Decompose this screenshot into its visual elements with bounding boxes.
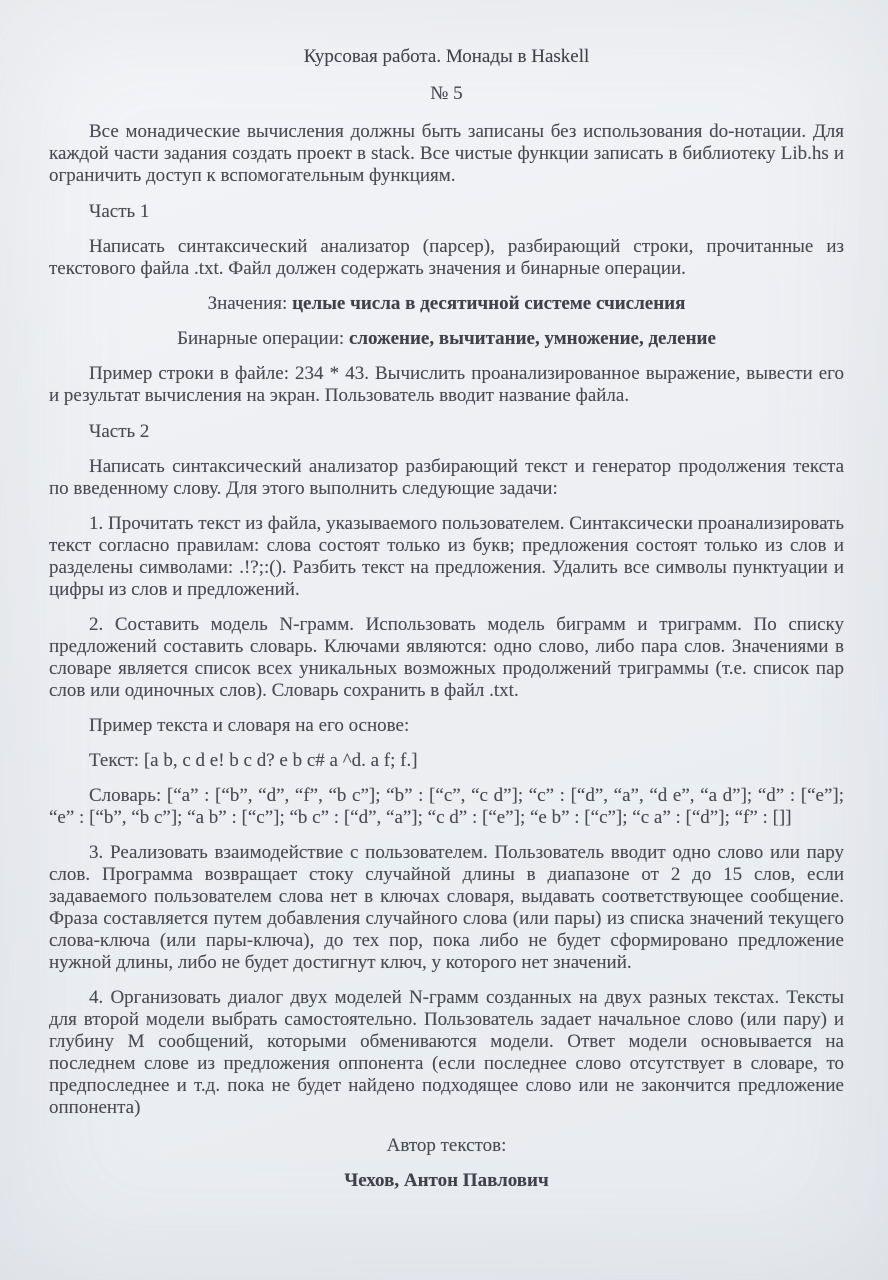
example-text-line: Текст: [a b, c d e! b c d? e b c# a ^d. a f; f.] <box>89 750 418 771</box>
part2-heading: Часть 2 <box>89 421 150 442</box>
task-item-2: 2. Составить модель N-грамм. Использовать модель биграмм и триграмм. По списку предложений составить словарь. Ключами являются: одно слово, либо пара слов. Значениями в словаре является список всех уникальных возможных продолжений триграммы (т.е. список пар слов или одиночных слов). Словарь сохранить в файл .txt. <box>49 614 844 701</box>
task-item-4: 4. Организовать диалог двух моделей N-грамм созданных на двух разных текстах. Тексты для второй модели выбрать самостоятельно. Пользователь задает начальное слово (или пару) и глубину M сообщений, которыми обмениваются модели. Ответ модели основывается на последнем слове из предложения оппонента (если последнее слово отсутствует в словаре, то предпоследнее и т.д. пока не будет найдено подходящее слово или не закончится предложение оппонента) <box>49 987 844 1118</box>
part1-task-paragraph: Написать синтаксический анализатор (парсер), разбирающий строки, прочитанные из текстового файла .txt. Файл должен содержать значения и бинарные операции. <box>49 236 844 279</box>
values-label: Значения: <box>207 293 293 314</box>
values-bold-text: целые числа в десятичной системе счисления <box>292 293 686 314</box>
part2-task-paragraph: Написать синтаксический анализатор разбирающий текст и генератор продолжения текста по введенному слову. Для этого выполнить следующие задачи: <box>49 456 844 499</box>
operations-label: Бинарные операции: <box>177 328 349 349</box>
task-item-3: 3. Реализовать взаимодействие с пользователем. Пользователь вводит одно слово или пару слов. Программа возвращает стоку случайной длины в диапазоне от 2 до 15 слов, если задаваемого пользователем слова нет в ключах словаря, выдавать соответствующее сообщение. Фраза составляется путем добавления случайного слова (или пары) из списка значений текущего слова-ключа (или пары-ключа), до тех пор, пока либо не будет сформировано предложение нужной длины, либо не будет достигнут ключ, у которого нет значений. <box>49 842 844 973</box>
intro-paragraph: Все монадические вычисления должны быть записаны без использования do-нотации. Для каждой части задания создать проект в stack. Все чистые функции записать в библиотеку Lib.hs и ограничить доступ к вспомогательным функциям. <box>49 121 844 186</box>
operations-line <box>49 328 844 350</box>
author-label: Автор текстов: <box>386 1135 507 1156</box>
doc-number: № 5 <box>430 83 463 104</box>
author-name: Чехов, Антон Павлович <box>344 1170 549 1191</box>
doc-title: Курсовая работа. Монады в Haskell <box>303 46 590 67</box>
values-line <box>49 293 844 315</box>
operations-bold-text: сложение, вычитание, умножение, деление <box>348 328 716 349</box>
task-item-1: 1. Прочитать текст из файла, указываемого пользователем. Синтаксически проанализировать текст согласно правилам: слова состоят только из букв; предложения состоят только из слов и разделены символами: .!?;:(). Разбить текст на предложения. Удалить все символы пунктуации и цифры из слов и предложений. <box>49 513 844 600</box>
example-dictionary-line: Словарь: [“a” : [“b”, “d”, “f”, “b c”]; “b” : [“c”, “c d”]; “c” : [“d”, “a”, “d e”, “a d”]; “d” : [“e”]; “e” : [“b”, “b c”]; “a b” : [“c”]; “b c” : [“d”, “a”]; “c d” : [“e”]; “e b” : [“c”]; “c a” : [“d”]; “f” : []] <box>49 785 844 828</box>
example-intro-line: Пример текста и словаря на его основе: <box>89 715 410 736</box>
part1-heading: Часть 1 <box>89 201 150 222</box>
part1-example-paragraph: Пример строки в файле: 234 * 43. Вычислить проанализированное выражение, вывести его и результат вычисления на экран. Пользователь вводит название файла. <box>49 363 844 406</box>
